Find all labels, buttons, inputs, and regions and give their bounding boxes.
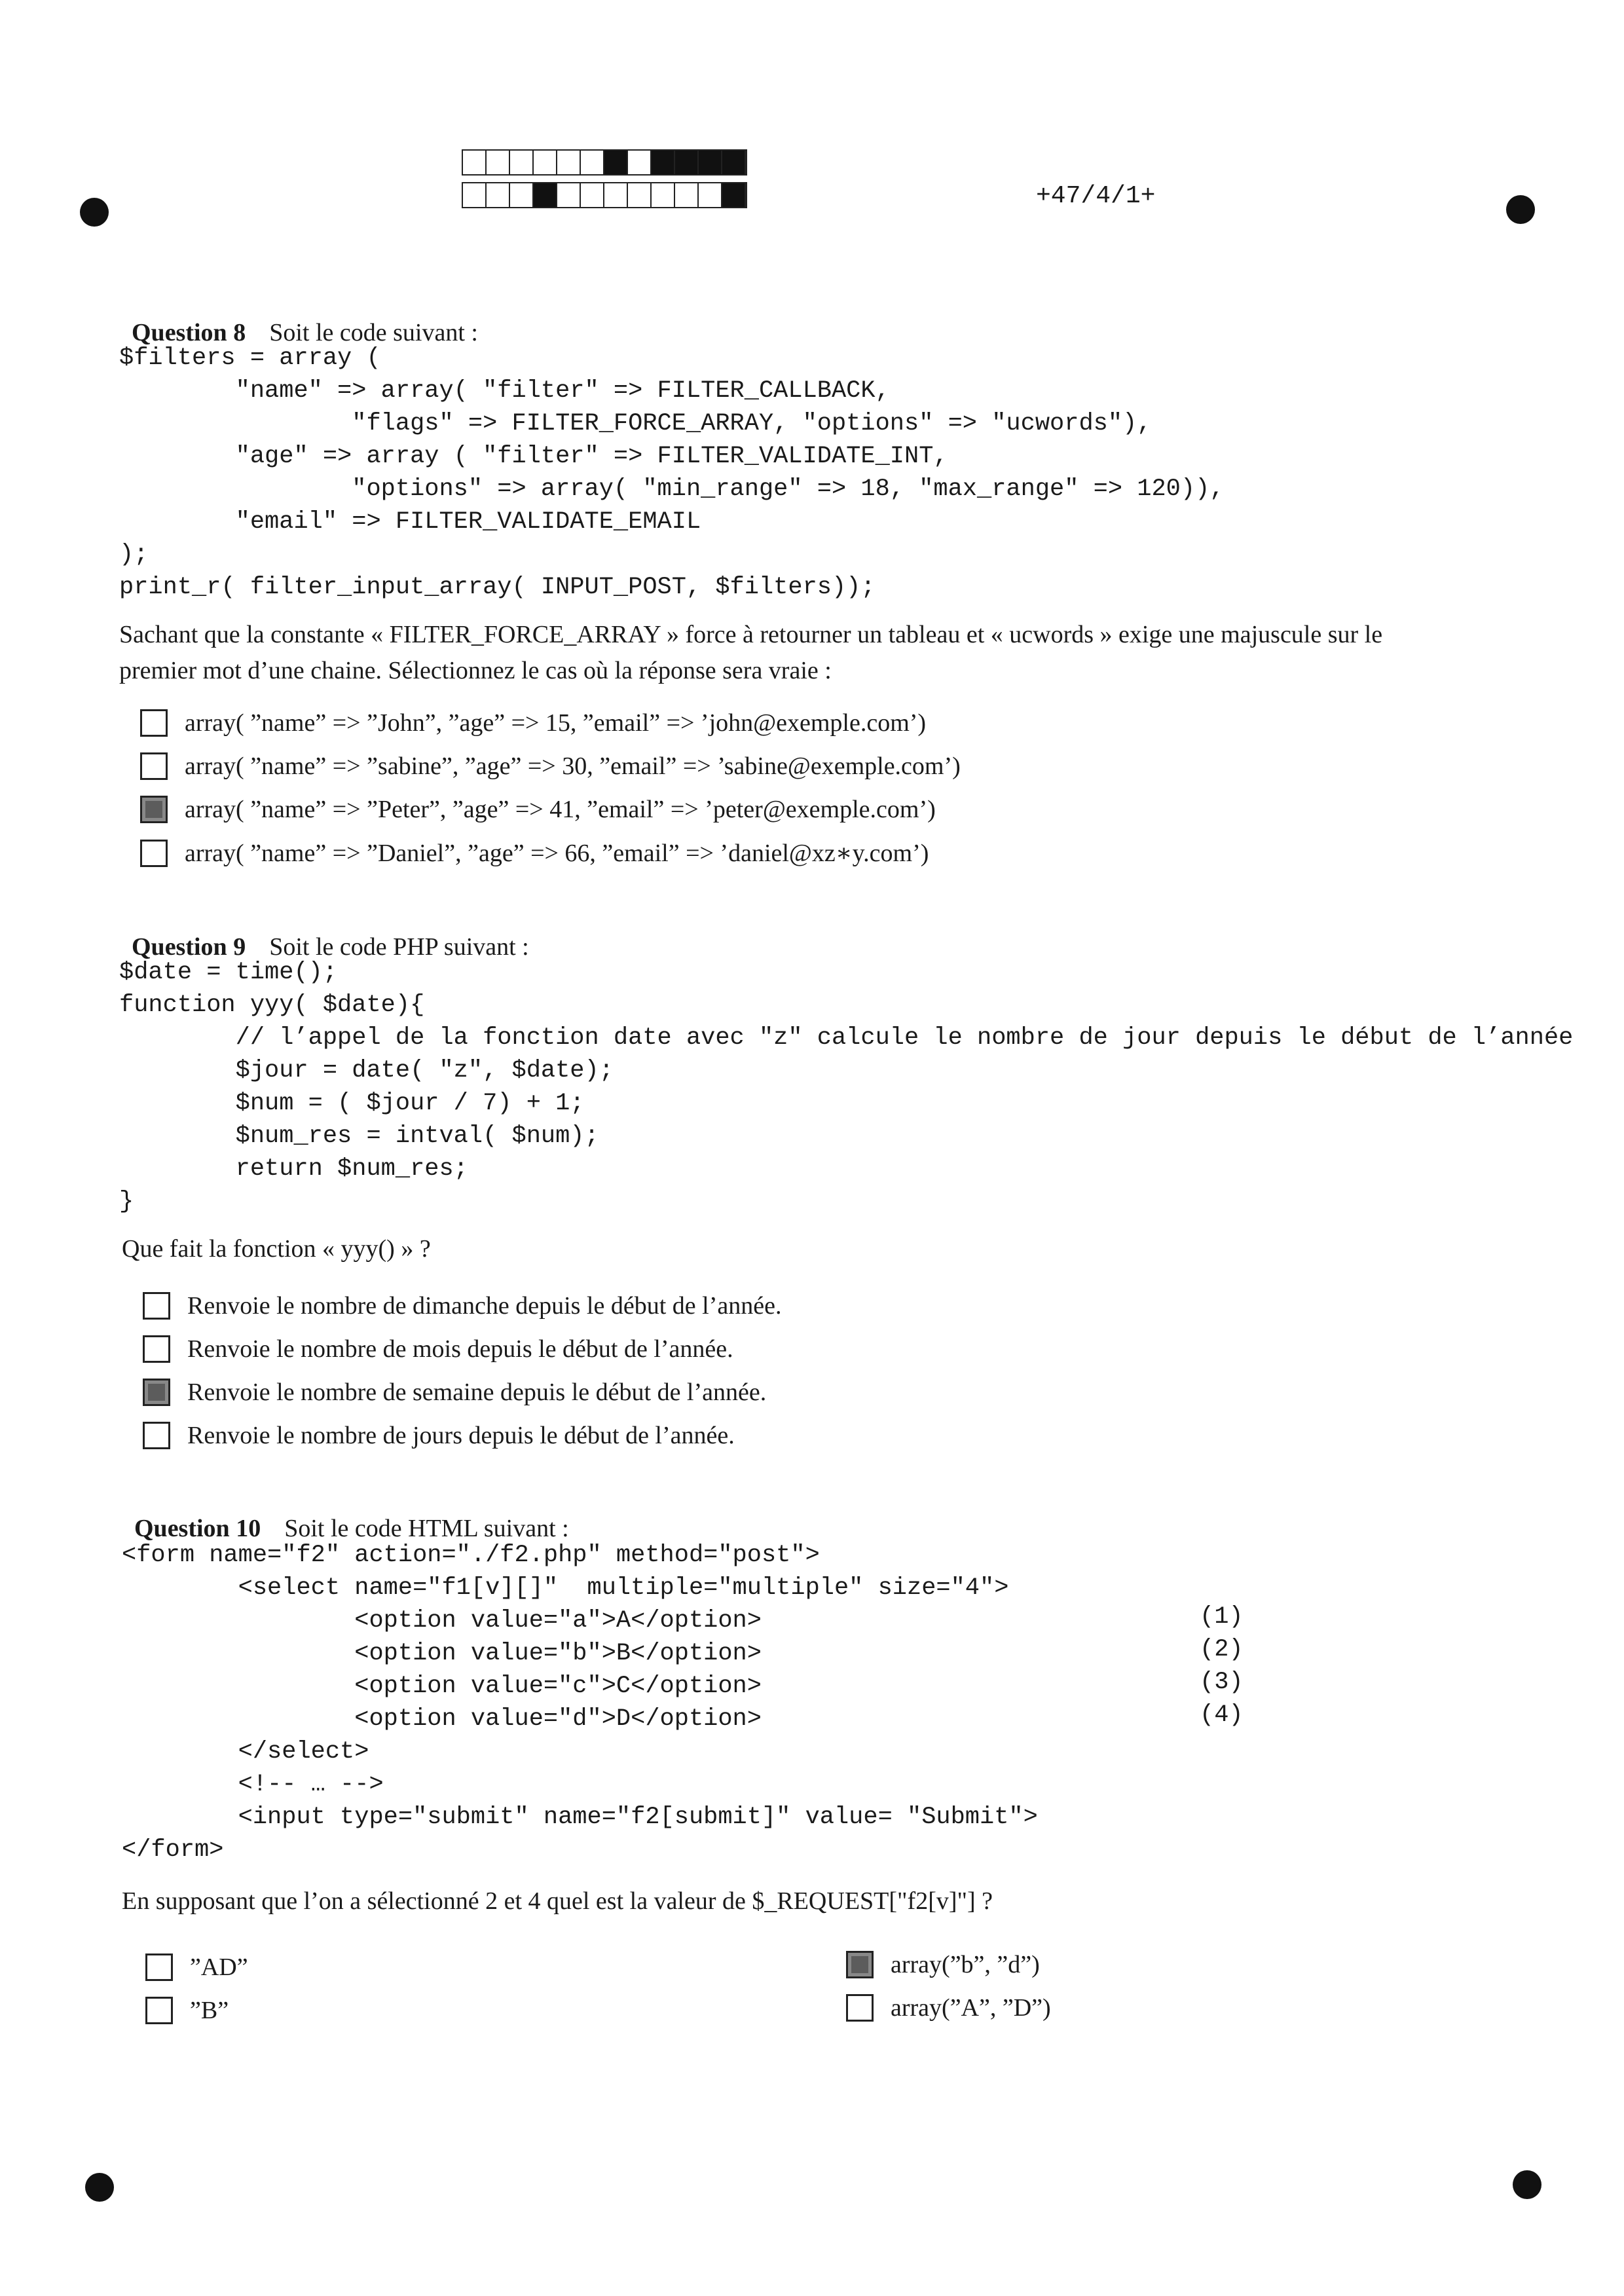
- code-line: <option value="c">C</option>: [122, 1673, 762, 1700]
- option-mark-1: (1): [1200, 1603, 1244, 1631]
- question-lead: Soit le code HTML suivant :: [284, 1515, 569, 1542]
- q10-answer-2[interactable]: [145, 1996, 229, 2025]
- q10-answer-4[interactable]: [846, 1993, 1051, 2022]
- registration-dot-bottom-left: [85, 2173, 114, 2202]
- q9-answer-2[interactable]: [143, 1335, 733, 1363]
- answer-label: array(”b”, ”d”): [891, 1951, 1040, 1978]
- code-cell-empty: [557, 151, 581, 174]
- code-line: <option value="d">D</option>: [122, 1705, 762, 1733]
- checkbox[interactable]: [143, 1335, 170, 1363]
- option-mark-2: (2): [1200, 1636, 1244, 1663]
- code-cell-empty: [699, 183, 722, 207]
- checkbox[interactable]: [846, 1994, 874, 2022]
- answer-label: array( ”name” => ”sabine”, ”age” => 30, ”email” => ’sabine@exemple.com’): [185, 752, 961, 780]
- code-line: }: [119, 1188, 134, 1215]
- code-cell-empty: [510, 183, 534, 207]
- code-line: $jour = date( "z", $date);: [119, 1057, 614, 1084]
- option-mark-4: (4): [1200, 1701, 1244, 1729]
- code-line: "email" => FILTER_VALIDATE_EMAIL: [119, 508, 701, 536]
- code-cell-empty: [510, 151, 534, 174]
- code-cell-filled: [534, 183, 557, 207]
- question-10-title: [122, 1485, 569, 1543]
- code-line: <option value="b">B</option>: [122, 1640, 762, 1667]
- question-lead: Soit le code suivant :: [269, 319, 478, 346]
- q8-answer-2[interactable]: [140, 752, 961, 781]
- code-cell-empty: [628, 151, 652, 174]
- answer-label: Renvoie le nombre de semaine depuis le début de l’année.: [187, 1379, 767, 1406]
- code-line: $num = ( $jour / 7) + 1;: [119, 1090, 585, 1117]
- checkbox-checked[interactable]: [143, 1379, 170, 1406]
- registration-dot-top-right: [1506, 195, 1535, 224]
- code-line: <input type="submit" name="f2[submit]" value= "Submit">: [122, 1804, 1038, 1831]
- checkbox[interactable]: [145, 1997, 173, 2024]
- answer-label: Renvoie le nombre de mois depuis le début de l’année.: [187, 1335, 733, 1363]
- answer-label: array(”A”, ”D”): [891, 1994, 1051, 2022]
- code-line: <select name="f1[v][]" multiple="multiple" size="4">: [122, 1574, 1009, 1602]
- question-8-prompt: [119, 617, 1382, 689]
- code-cell-filled: [722, 183, 746, 207]
- code-line: <form name="f2" action="./f2.php" method="post">: [122, 1542, 820, 1569]
- code-cell-empty: [557, 183, 581, 207]
- code-line: <option value="a">A</option>: [122, 1607, 762, 1635]
- code-line: $filters = array (: [119, 344, 381, 372]
- code-cell-empty: [463, 183, 487, 207]
- checkbox[interactable]: [143, 1422, 170, 1449]
- question-number: Question 9: [132, 933, 246, 961]
- code-line: "flags" => FILTER_FORCE_ARRAY, "options" => "ucwords"),: [119, 410, 1152, 437]
- answer-label: array( ”name” => ”Peter”, ”age” => 41, ”email” => ’peter@exemple.com’): [185, 796, 936, 823]
- code-cell-filled: [652, 151, 675, 174]
- answer-label: ”AD”: [190, 1953, 248, 1981]
- code-cell-filled: [722, 151, 746, 174]
- code-row-2: [462, 182, 747, 208]
- checkbox[interactable]: [140, 709, 168, 737]
- prompt-line: Sachant que la constante « FILTER_FORCE_ARRAY » force à retourner un tableau et « ucwords » exige une majuscule sur le: [119, 621, 1383, 648]
- code-cell-empty: [628, 183, 652, 207]
- question-9-code: [119, 956, 1573, 1218]
- question-number: Question 8: [132, 319, 246, 346]
- checkbox-checked[interactable]: [846, 1951, 874, 1978]
- question-10-code: [122, 1539, 1038, 1866]
- code-line: </form>: [122, 1836, 224, 1864]
- code-line: // l’appel de la fonction date avec "z" calcule le nombre de jour depuis le début de l’année: [119, 1024, 1574, 1052]
- code-line: );: [119, 541, 149, 568]
- code-cell-empty: [487, 151, 510, 174]
- code-line: function yyy( $date){: [119, 991, 425, 1019]
- registration-dot-top-left: [80, 198, 109, 227]
- checkbox[interactable]: [145, 1953, 173, 1981]
- answer-label: Renvoie le nombre de dimanche depuis le début de l’année.: [187, 1292, 782, 1320]
- code-cell-filled: [699, 151, 722, 174]
- page-id: +47/4/1+: [1036, 182, 1156, 210]
- code-cell-empty: [675, 183, 699, 207]
- code-line: "name" => array( "filter" => FILTER_CALLBACK,: [119, 377, 890, 405]
- code-cell-filled: [604, 151, 628, 174]
- q8-answer-4[interactable]: [140, 838, 929, 868]
- q10-answer-1[interactable]: [145, 1953, 248, 1982]
- question-number: Question 10: [134, 1515, 261, 1542]
- prompt-line: premier mot d’une chaine. Sélectionnez le cas où la réponse sera vraie :: [119, 657, 832, 684]
- checkbox[interactable]: [140, 752, 168, 780]
- code-line: <!-- … -->: [122, 1771, 384, 1798]
- code-cell-empty: [652, 183, 675, 207]
- question-8-code: [119, 342, 1224, 604]
- code-line: "age" => array ( "filter" => FILTER_VALIDATE_INT,: [119, 443, 948, 470]
- q9-answer-4[interactable]: [143, 1421, 735, 1450]
- answer-label: Renvoie le nombre de jours depuis le début de l’année.: [187, 1422, 735, 1449]
- registration-dot-bottom-right: [1513, 2170, 1541, 2199]
- question-10-prompt: En supposant que l’on a sélectionné 2 et 4 quel est la valeur de $_REQUEST["f2[v]"] ?: [122, 1887, 993, 1915]
- code-line: print_r( filter_input_array( INPUT_POST, $filters));: [119, 574, 876, 601]
- q9-answer-1[interactable]: [143, 1291, 781, 1320]
- code-line: "options" => array( "min_range" => 18, "max_range" => 120)),: [119, 475, 1225, 503]
- code-cell-empty: [581, 183, 604, 207]
- code-line: return $num_res;: [119, 1155, 468, 1183]
- checkbox[interactable]: [140, 840, 168, 867]
- question-9-prompt: Que fait la fonction « yyy() » ?: [122, 1235, 431, 1263]
- code-cell-empty: [487, 183, 510, 207]
- code-cell-empty: [463, 151, 487, 174]
- code-line: $date = time();: [119, 959, 338, 986]
- question-lead: Soit le code PHP suivant :: [269, 933, 529, 961]
- code-cell-filled: [675, 151, 699, 174]
- answer-label: array( ”name” => ”John”, ”age” => 15, ”email” => ’john@exemple.com’): [185, 709, 927, 737]
- answer-label: ”B”: [190, 1997, 229, 2024]
- code-line: </select>: [122, 1738, 369, 1766]
- question-9-title: [119, 904, 529, 961]
- header-code-grid: [462, 149, 747, 208]
- code-line: $num_res = intval( $num);: [119, 1122, 599, 1150]
- q8-answer-3[interactable]: [140, 795, 936, 824]
- checkbox[interactable]: [143, 1292, 170, 1320]
- answer-label: array( ”name” => ”Daniel”, ”age” => 66, ”email” => ’daniel@xz∗y.com’): [185, 840, 929, 867]
- q9-answer-3[interactable]: [143, 1378, 766, 1407]
- question-8-title: [119, 289, 478, 347]
- q10-answer-3[interactable]: [846, 1950, 1040, 1979]
- code-cell-empty: [604, 183, 628, 207]
- code-cell-empty: [581, 151, 604, 174]
- code-row-1: [462, 149, 747, 176]
- code-cell-empty: [534, 151, 557, 174]
- checkbox-checked[interactable]: [140, 796, 168, 823]
- q8-answer-1[interactable]: [140, 709, 926, 737]
- option-mark-3: (3): [1200, 1669, 1244, 1696]
